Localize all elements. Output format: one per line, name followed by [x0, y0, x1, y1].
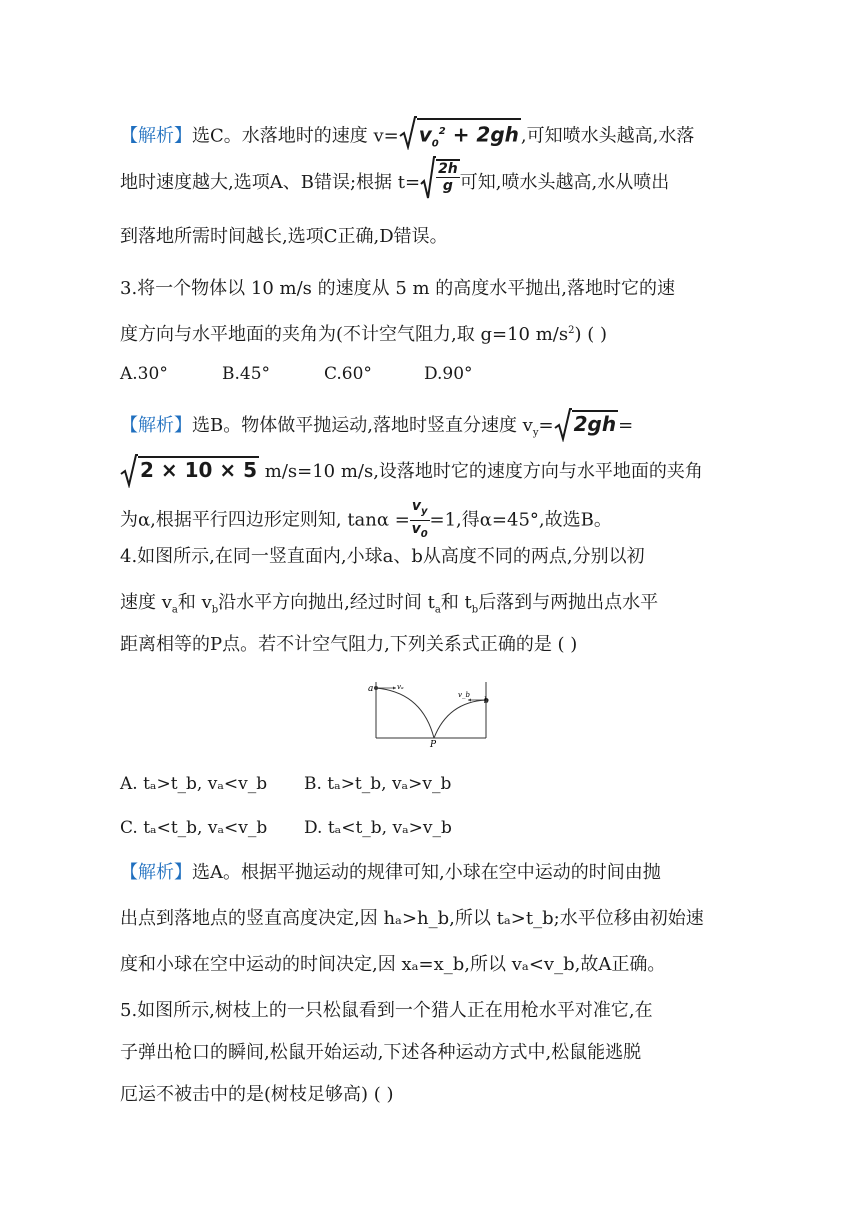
sqrt-2gh: 2gh: [554, 410, 618, 439]
q4-option-c: C. tₐ<t_b, vₐ<v_b: [120, 818, 268, 838]
analysis-1-line-3: 到落地所需时间越长,选项C正确,D错误。: [120, 226, 448, 247]
q3-option-c: C.60°: [324, 364, 372, 384]
figure-label-p: P: [430, 740, 437, 748]
sqrt-v0-2gh: $v_0^2 + 2gh$: [399, 118, 521, 157]
figure-label-va: vₐ: [397, 683, 404, 691]
question-4-line-3: 距离相等的P点。若不计空气阻力,下列关系式正确的是 ( ): [120, 634, 578, 655]
question-5-line-3: 厄运不被击中的是(树枝足够高) ( ): [120, 1084, 394, 1105]
sqrt-2x10x5: 2 × 10 × 5: [120, 456, 259, 485]
q4-option-d: D. tₐ<t_b, vₐ>v_b: [304, 818, 452, 838]
q3-option-d: D.90°: [424, 364, 473, 384]
q3-option-a: A.30°: [120, 364, 168, 384]
question-5-line-1: 5.如图所示,树枝上的一只松鼠看到一个猎人正在用枪水平对准它,在: [120, 1000, 653, 1021]
vy-over-v0: $\frac{v_y}{v_0}$: [411, 498, 428, 540]
analysis-1-line-2: 地时速度越大,选项A、B错误;根据 t= $\frac{2h}{g}$ 可知,喷水头越高,水从喷出: [120, 170, 669, 196]
q4-option-b: B. tₐ>t_b, vₐ>v_b: [304, 774, 452, 794]
analysis-3-line-2: 出点到落地点的竖直高度决定,因 hₐ>h_b,所以 tₐ>t_b;水平位移由初始速: [120, 908, 704, 929]
figure-label-b: b: [483, 696, 489, 705]
projectile-figure: [366, 678, 490, 748]
figure-label-vb: v_b: [458, 691, 470, 699]
q3-option-b: B.45°: [222, 364, 271, 384]
question-5-line-2: 子弹出枪口的瞬间,松鼠开始运动,下述各种运动方式中,松鼠能逃脱: [120, 1042, 642, 1063]
analysis-2-line-1: 【解析】选B。物体做平抛运动,落地时竖直分速度 $v_y=$ 2gh =: [120, 410, 633, 447]
question-4-line-2: 速度 $v_a$和 $v_b$沿水平方向抛出,经过时间 $t_a$和 $t_b$后落到与两抛出点水平: [120, 592, 659, 616]
q4-option-a: A. tₐ>t_b, vₐ<v_b: [120, 774, 268, 794]
analysis-3-line-3: 度和小球在空中运动的时间决定,因 xₐ=x_b,所以 vₐ<v_b,故A正确。: [120, 954, 666, 975]
sqrt-2h-over-g: $\frac{2h}{g}$: [420, 170, 460, 196]
analysis-1-line-1: 【解析】选C。水落地时的速度 v= $v_0^2 + 2gh$ ,可知喷水头越高,水落: [120, 118, 694, 157]
question-4-line-1: 4.如图所示,在同一竖直面内,小球a、b从高度不同的两点,分别以初: [120, 546, 645, 567]
question-3-line-1: 3.将一个物体以 10 m/s 的速度从 5 m 的高度水平抛出,落地时它的速: [120, 278, 676, 299]
analysis-2-line-3: 为α,根据平行四边形定则知, tanα = $\frac{v_y}{v_0}$ =1,得α=45°,故选B。: [120, 498, 612, 543]
analysis-3-line-1: 【解析】选A。根据平抛运动的规律可知,小球在空中运动的时间由抛: [120, 862, 661, 883]
analysis-2-line-2: 2 × 10 × 5 m/s=10 m/s,设落地时它的速度方向与水平地面的夹角: [120, 456, 703, 485]
figure-label-a: a: [368, 684, 374, 694]
analysis-tag: 【解析】: [120, 125, 192, 147]
question-3-line-2: 度方向与水平地面的夹角为(不计空气阻力,取 g=10 $m/s^2$) ( ): [120, 324, 607, 345]
